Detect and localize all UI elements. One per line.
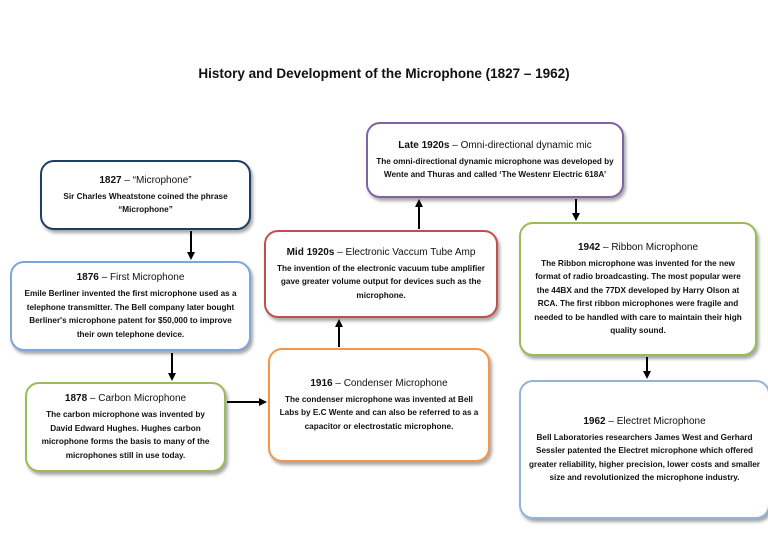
box-mid-1920s-title: Electronic Vaccum Tube Amp (345, 246, 476, 258)
dash: – (449, 139, 461, 151)
box-1876-heading (20, 271, 241, 284)
box-1916-text: The condenser microphone was invented at Bell Labs by E.C Wente and can also be referred to as a capacitor or electrostatic microphone. (279, 394, 479, 431)
box-1878-year: 1878 (64, 393, 88, 404)
box-1876 (10, 261, 251, 351)
box-1942 (519, 222, 757, 356)
box-mid-1920s-heading (274, 246, 488, 259)
box-1962-heading (529, 415, 760, 428)
box-1827-heading (50, 174, 241, 187)
box-late-1920s-title: Omni-directional dynamic mic (460, 139, 592, 151)
box-1876-text: Emile Berliner invented the first microphone used as a telephone transmitter. The Bell company later bought Berliner's microphone patent for $50,000 to improve their own telephone device. (24, 289, 237, 339)
box-mid-1920s (264, 230, 498, 318)
box-1916-title: Condenser Microphone (343, 377, 448, 389)
box-late-1920s-text: The omni-directional dynamic microphone was developed by Wente and Thuras and called ‘The Westenr Electric 618A’ (376, 156, 614, 179)
dash: – (334, 246, 346, 258)
diagram-title: History and Development of the Microphone (1827 – 1962) (198, 66, 570, 81)
box-mid-1920s-year: Mid 1920s (286, 246, 335, 258)
dash: – (121, 174, 133, 186)
dash: – (600, 241, 612, 253)
box-1962-year: 1962 (583, 415, 606, 427)
box-1876-title: First Microphone (109, 272, 185, 283)
box-1827 (40, 160, 251, 230)
box-1827-text: Sir Charles Wheatstone coined the phrase “Microphone” (63, 191, 228, 214)
box-late-1920s-heading (376, 139, 614, 152)
dash: – (332, 377, 344, 389)
box-mid-1920s-text: The invention of the electronic vacuum tube amplifier gave greater volume output for devices such as the microphone. (277, 263, 485, 300)
box-1878-text: The carbon microphone was invented by David Edward Hughes. Hughes carbon microphone forms the basis to many of the microphones still in use today. (41, 410, 210, 460)
box-1942-heading (529, 241, 747, 254)
box-1916 (268, 348, 490, 462)
box-1916-year: 1916 (310, 377, 333, 389)
box-1878 (25, 382, 226, 472)
box-1942-year: 1942 (577, 241, 601, 253)
box-1916-heading (278, 377, 480, 390)
box-1878-title: Carbon Microphone (98, 393, 187, 404)
box-1942-text: The Ribbon microphone was invented for the new format of radio broadcasting. The most popular were the 44BX and the 77DX developed by Harry Olson at RCA. The first ribbon microphones were fragile and needed to be handled with care to maintain their high quality sound. (534, 258, 742, 335)
box-1962-title: Electret Microphone (616, 415, 706, 427)
dash: – (87, 393, 99, 404)
box-1827-year: 1827 (99, 174, 122, 186)
dash: – (98, 272, 110, 283)
box-1942-title: Ribbon Microphone (611, 241, 699, 253)
dash: – (605, 415, 617, 427)
box-late-1920s (366, 122, 624, 198)
box-1876-year: 1876 (76, 272, 99, 283)
box-1827-title: “Microphone” (132, 174, 192, 186)
box-late-1920s-year: Late 1920s (398, 139, 450, 151)
box-1962-text: Bell Laboratories researchers James West and Gerhard Sessler patented the Electret microphone which offered greater reliability, higher precision, lower costs and smaller size and revolutionized the microphone industry. (529, 432, 760, 482)
box-1962 (519, 380, 768, 519)
box-1878-heading (35, 392, 216, 405)
